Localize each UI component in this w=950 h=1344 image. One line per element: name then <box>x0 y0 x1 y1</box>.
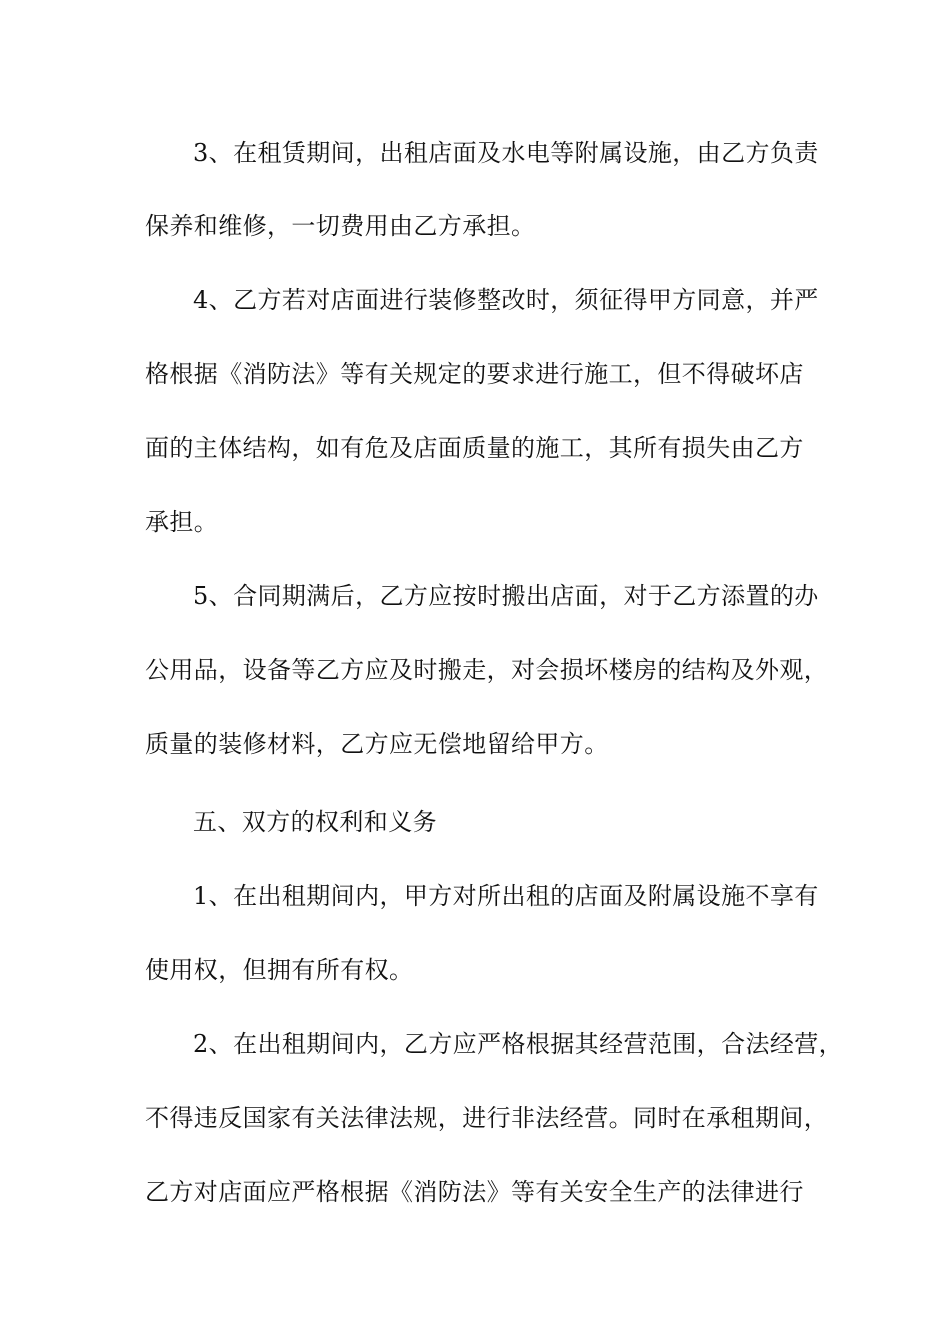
clause-3-line-1: 3、在租赁期间，出租店面及水电等附属设施，由乙方负责 <box>193 139 819 167</box>
rights-clause-2-line-2: 不得违反国家有关法律法规，进行非法经营。同时在承租期间， <box>145 1104 829 1132</box>
rights-clause-2-line-1: 2、在出租期间内，乙方应严格根据其经营范围，合法经营， <box>193 1030 844 1058</box>
clause-4-line-1: 4、乙方若对店面进行装修整改时，须征得甲方同意，并严 <box>193 286 819 314</box>
clause-3-line-2: 保养和维修，一切费用由乙方承担。 <box>145 212 536 240</box>
clause-4-line-3: 面的主体结构，如有危及店面质量的施工，其所有损失由乙方 <box>145 434 804 462</box>
rights-clause-1-line-1: 1、在出租期间内，甲方对所出租的店面及附属设施不享有 <box>193 882 819 910</box>
clause-5-line-3: 质量的装修材料，乙方应无偿地留给甲方。 <box>145 730 609 758</box>
section-heading: 五、双方的权利和义务 <box>193 808 437 836</box>
rights-clause-1-line-2: 使用权，但拥有所有权。 <box>145 956 414 984</box>
clause-4-line-2: 格根据《消防法》等有关规定的要求进行施工，但不得破坏店 <box>145 360 804 388</box>
rights-clause-2-line-3: 乙方对店面应严格根据《消防法》等有关安全生产的法律进行 <box>145 1178 804 1206</box>
clause-4-line-4: 承担。 <box>145 508 219 536</box>
clause-5-line-1: 5、合同期满后，乙方应按时搬出店面，对于乙方添置的办 <box>193 582 819 610</box>
clause-5-line-2: 公用品，设备等乙方应及时搬走，对会损坏楼房的结构及外观， <box>145 656 829 684</box>
